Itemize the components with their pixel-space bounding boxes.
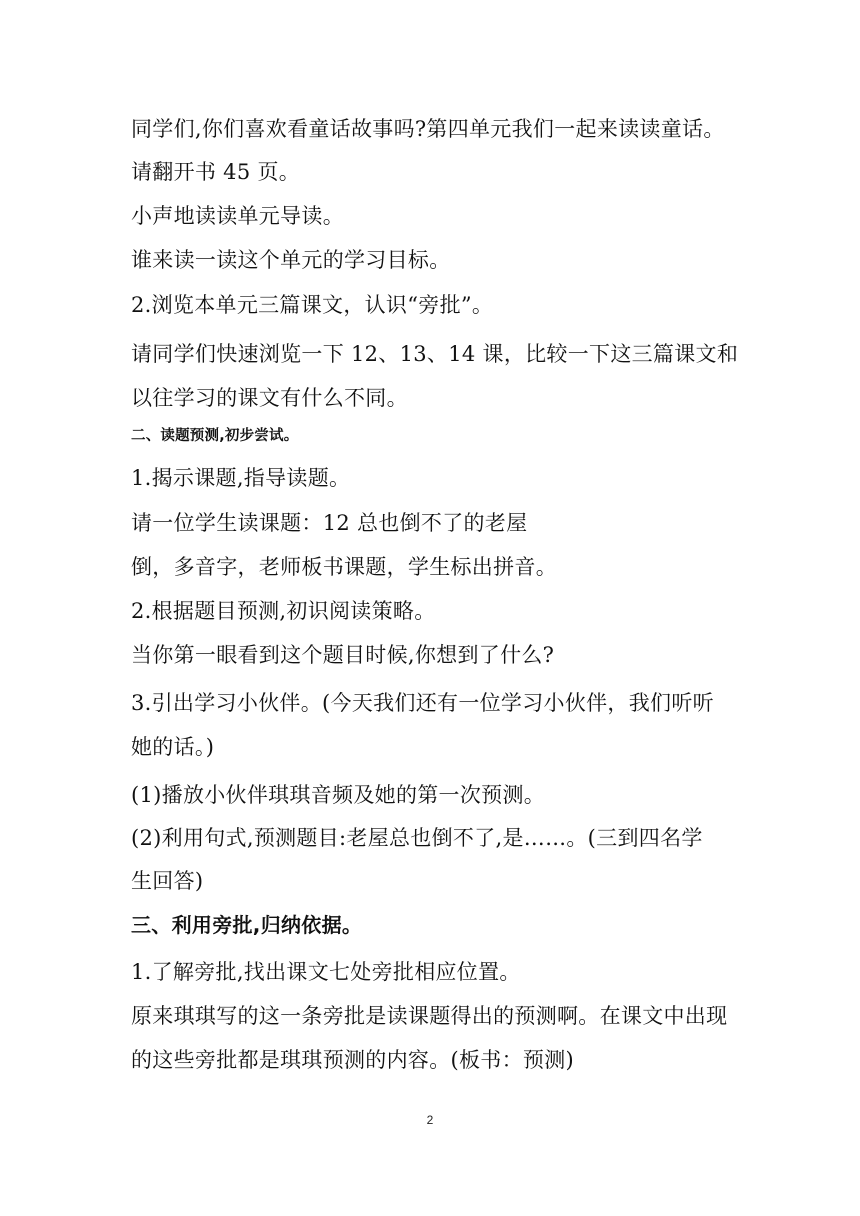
list-item: 1.了解旁批,找出课文七处旁批相应位置。 <box>131 960 521 984</box>
paragraph-line: 倒，多音字，老师板书课题，学生标出拼音。 <box>131 555 557 579</box>
paragraph-line: 谁来读一读这个单元的学习目标。 <box>131 248 451 272</box>
list-item: 3.引出学习小伙伴。(今天我们还有一位学习小伙伴，我们听听 <box>131 691 714 715</box>
paragraph-line: 请同学们快速浏览一下 12、13、14 课，比较一下这三篇课文和 <box>131 342 739 366</box>
paragraph-line: 小声地读读单元导读。 <box>131 204 344 228</box>
paragraph-line: 她的话。) <box>131 735 215 759</box>
paragraph-line: 请一位学生读课题：12 总也倒不了的老屋 <box>131 511 528 535</box>
paragraph-line: 的这些旁批都是琪琪预测的内容。(板书：预测) <box>131 1048 574 1072</box>
list-item: 1.揭示课题,指导读题。 <box>131 466 351 490</box>
paragraph-line: 当你第一眼看到这个题目时候,你想到了什么? <box>131 643 555 667</box>
paragraph-line: 以往学习的课文有什么不同。 <box>131 386 408 410</box>
list-item: 2.浏览本单元三篇课文，认识“旁批”。 <box>131 293 494 317</box>
paragraph-line: 请翻开书 45 页。 <box>131 160 301 184</box>
list-item: (2)利用句式,预测题目:老屋总也倒不了,是……。(三到四名学 <box>131 826 703 850</box>
list-item: (1)播放小伙伴琪琪音频及她的第一次预测。 <box>131 783 546 807</box>
section-heading: 三、利用旁批,归纳依据。 <box>131 913 363 937</box>
paragraph-line: 生回答) <box>131 869 204 893</box>
paragraph-line: 同学们,你们喜欢看童话故事吗?第四单元我们一起来读读童话。 <box>131 117 725 141</box>
paragraph-line: 原来琪琪写的这一条旁批是读课题得出的预测啊。在课文中出现 <box>131 1004 728 1028</box>
section-heading: 二、读题预测,初步尝试。 <box>131 428 299 444</box>
list-item: 2.根据题目预测,初识阅读策略。 <box>131 599 436 623</box>
page-number: 2 <box>426 1113 434 1127</box>
